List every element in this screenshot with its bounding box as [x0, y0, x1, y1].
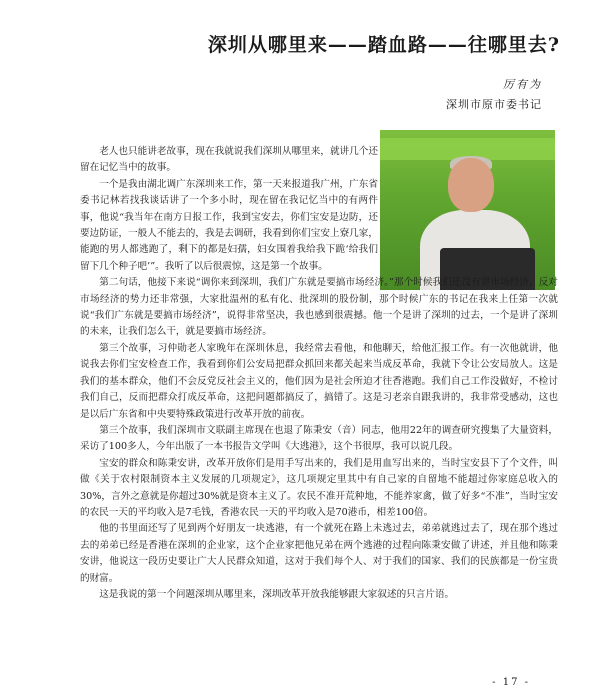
author-position: 深圳市原市委书记: [446, 98, 542, 111]
paragraph: 他的书里面还写了见到两个好朋友一块逃港，有一个就死在路上未逃过去，弟弟就逃过去了，现在那个逃过去的弟弟已经是香港在深圳的企业家，这个企业家把他兄弟在两个逃港的过程向陈秉安做了讲述，并且他和陈秉安讲，他说这一段历史要让广大人民群众知道，这对于我们每个人、对于我们的国家、我们的民族都是一份宝贵的财富。: [80, 523, 558, 584]
article-body: [80, 144, 558, 603]
paragraph: 宝安的群众和陈秉安讲，改革开放你们是用手写出来的，我们是用血写出来的，当时宝安县下了个文件，叫做《关于农村限制资本主义发展的几项规定》，这几项规定里其中有自己家的自留地不能超过你家庭总收入的30%，言外之意就是你超过30%就是资本主义了。农民不准开荒种地，不能养家禽，做了好多“不准”，当时宝安的农民一天的平均收入是7毛钱，香港农民一天的平均收入是70港币，相差100倍。: [80, 457, 558, 518]
author-name: 厉有为: [503, 78, 542, 91]
paragraph: 一个是我由湖北调广东深圳来工作，第一天来报道我广州，广东省委书记林若找我谈话讲了一个多小时，现在留在我记忆当中的有两件事，他说“我当年在南方日报工作，我到宝安去，你们宝安是边防，还要边防证，一般人不能去的，我是去调研，我看到你们宝安上寮几家，能跑的男人都逃跑了，剩下的都是妇孺，妇女围着我给我下跪‘给我们留下几个种子吧’”。我听了以后很震惊，这是第一个故事。: [80, 178, 378, 272]
page-number: - 17 -: [492, 677, 530, 688]
paragraph: 这是我说的第一个问题深圳从哪里来，深圳改革开放我能够跟大家叙述的只言片语。: [99, 588, 455, 600]
paragraph: 第三个故事，我们深圳市文联副主席现在也退了陈秉安（音）同志，他用22年的调查研究搜集了大量资料，采访了100多人，今年出版了一本书报告文学叫《大逃港》，这个书很厚，我可以说几段。: [80, 424, 558, 453]
article-title: 深圳从哪里来——踏血路——往哪里去?: [207, 34, 560, 56]
paragraph: 第三个故事，习仲勋老人家晚年在深圳休息，我经常去看他，和他聊天，给他汇报工作。有一次他就讲，他说我去你们宝安检查工作，我看到你们公安局把群众抓回来都关起来当成反革命，我就下令让公安局放人。这是我们的基本群众，他们不会反党反社会主义的，他们因为是社会所迫才往香港跑。我们自己工作没做好，不检讨我们自己，反而把群众打成反革命，这把问题都搞反了，搞错了。这是习老亲自跟我讲的，我非常受感动，这也是以后广东省和中央要特殊政策进行改革开放的前夜。: [80, 342, 558, 420]
paragraph: 第二句话，他接下来说“调你来到深圳，我们广东就是要搞市场经济。”那个时候我们还没有讲市场经济，反对市场经济的势力还非常强，大家批温州的私有化、批深圳的股份制，那个时候广东的书记在我来上任第一次就说“我们广东就是要搞市场经济”，说得非常坚决，我也感到很震撼。他一个是讲了深圳的过去，一个是讲了深圳的未来，让我们怎么干，就是要搞市场经济。: [80, 277, 558, 338]
paragraph: 老人也只能讲老故事，现在我就说我们深圳从哪里来，就讲几个还留在记忆当中的故事。: [80, 146, 378, 174]
